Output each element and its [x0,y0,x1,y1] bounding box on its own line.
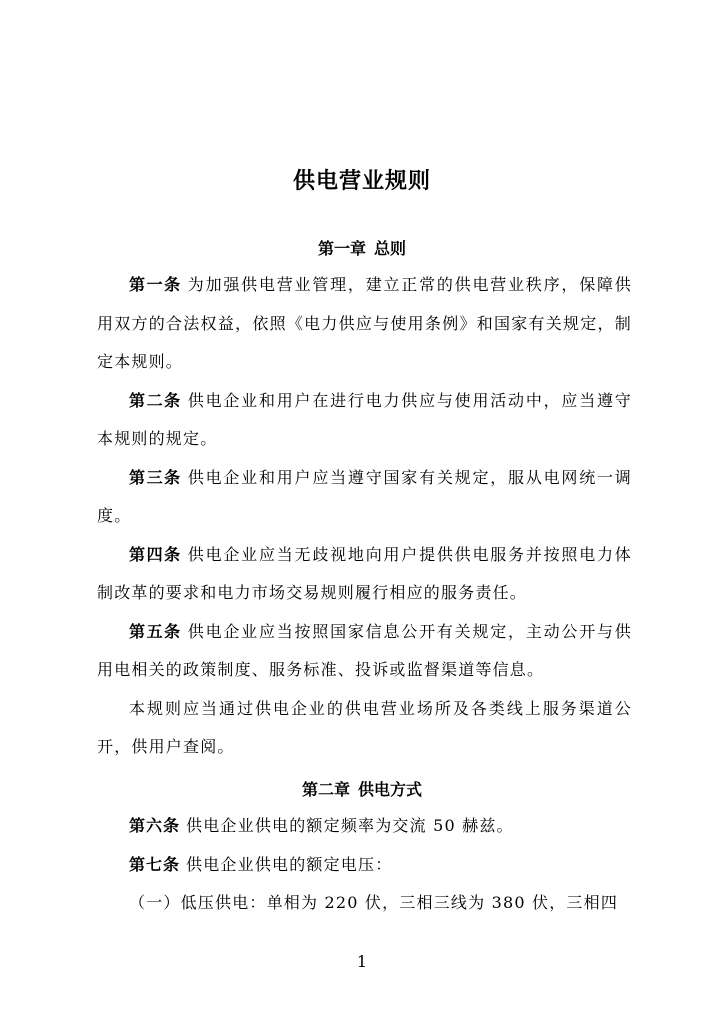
chapter-1-body [97,266,632,767]
article-text: 供电企业应当按照国家信息公开有关规定，主动公开与供用电相关的政策制度、服务标准、投诉或监督渠道等信息。 [97,621,632,679]
article-2 [97,382,632,459]
article-1 [97,266,632,382]
article-text: 供电企业和用户应当遵守国家有关规定，服从电网统一调度。 [97,467,632,525]
article-text: 供电企业供电的额定电压： [186,854,393,874]
chapter-2-body [97,807,632,923]
article-label: 第四条 [129,544,182,564]
article-label: 第六条 [129,816,181,835]
chapter-name: 供电方式 [358,780,423,799]
article-label: 第一条 [129,275,182,294]
chapter-number: 第二章 [301,780,350,799]
article-text: 供电企业应当无歧视地向用户提供供电服务并按照电力体制改革的要求和电力市场交易规则履行相应的服务责任。 [97,544,632,602]
chapter-number: 第一章 [317,239,366,258]
article-text: 本规则应当通过供电企业的供电营业场所及各类线上服务渠道公开，供用户查阅。 [97,698,632,756]
chapter-name: 总则 [374,239,407,258]
article-7 [97,846,632,885]
document-title: 供电营业规则 [292,168,431,194]
article-text: 供电企业供电的额定频率为交流 50 赫兹。 [186,816,514,835]
article-5 [97,613,632,690]
article-text: 为加强供电营业管理，建立正常的供电营业秩序，保障供用双方的合法权益，依照《电力供应与使用条例》和国家有关规定，制定本规则。 [97,275,632,371]
chapter-heading-1 [0,236,724,259]
article-7-item-1 [97,884,632,923]
article-6 [97,807,632,846]
article-text: （一）低压供电：单相为 220 伏，三相三线为 380 伏，三相四 [129,893,619,912]
article-text: 供电企业和用户在进行电力供应与使用活动中，应当遵守本规则的规定。 [97,390,632,448]
article-label: 第三条 [129,467,182,487]
article-5-paragraph-2 [97,690,632,767]
article-3 [97,459,632,536]
chapter-heading-2 [0,777,724,800]
article-label: 第二条 [129,390,182,410]
page-number: 1 [356,952,368,971]
article-label: 第五条 [129,621,182,641]
article-4 [97,536,632,613]
article-label: 第七条 [129,854,181,874]
